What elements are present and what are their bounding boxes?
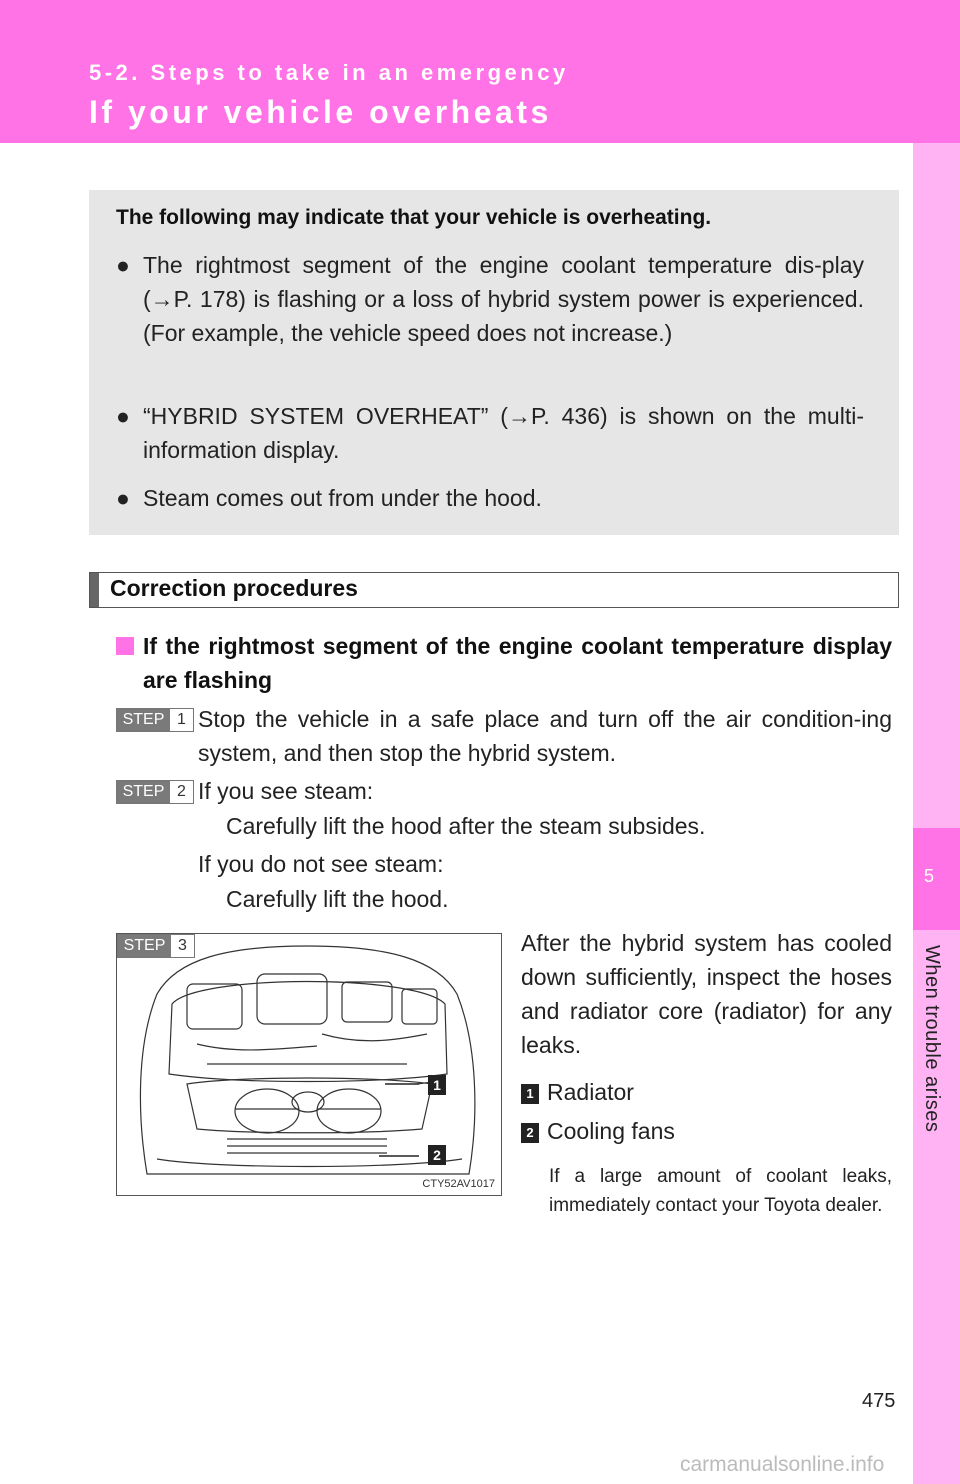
legend-radiator: 1 Radiator — [521, 1079, 634, 1106]
step-badge-2: STEP 2 — [116, 780, 194, 804]
side-tab-label: When trouble arises — [921, 945, 943, 1133]
step2-line-3: If you do not see steam: — [198, 851, 444, 877]
step-badge-1: STEP 1 — [116, 708, 194, 732]
step3-text: After the hybrid system has cooled down sufficiently, inspect the hoses and radiator core (radiator) for any leaks. — [521, 930, 892, 1058]
bullet-dot-icon: ● — [116, 485, 130, 511]
subheading: If the rightmost segment of the engine coolant temperature display are flashing — [116, 629, 892, 697]
correction-heading: Correction procedures — [110, 575, 358, 601]
callout-1: 1 — [428, 1075, 446, 1095]
page-title: If your vehicle overheats — [89, 94, 552, 130]
side-tab-chapter-number: 5 — [923, 866, 934, 886]
info-box-title: The following may indicate that your vehicle is overheating. — [116, 206, 712, 229]
info-bullet-1: ● The rightmost segment of the engine coolant temperature dis-play (→P. 178) is flashing or a loss of hybrid system power is experienced. (For example, the vehicle speed does not increase.) — [116, 248, 864, 350]
info-bullet-2: ● “HYBRID SYSTEM OVERHEAT” (→P. 436) is shown on the multi-information display. — [116, 399, 864, 467]
heading-accent — [90, 573, 99, 607]
bullet-dot-icon: ● — [116, 252, 130, 278]
side-tab — [913, 143, 960, 1484]
callout-2: 2 — [428, 1145, 446, 1165]
leak-note: If a large amount of coolant leaks, immediately contact your Toyota dealer. — [549, 1166, 892, 1216]
engine-bay-figure — [116, 933, 502, 1196]
watermark: carmanualsonline.info — [680, 1453, 885, 1476]
legend-cooling-fans: 2 Cooling fans — [521, 1118, 675, 1145]
bullet-dot-icon: ● — [116, 403, 130, 429]
step1-text: Stop the vehicle in a safe place and turn off the air condition-ing system, and then stop the hybrid system. — [198, 706, 892, 766]
step2-line-1: If you see steam: — [198, 778, 374, 804]
correction-heading-bar — [89, 572, 899, 608]
info-bullet-3: ● Steam comes out from under the hood. — [116, 481, 864, 515]
page-number: 475 — [862, 1390, 896, 1412]
step2-line-2: Carefully lift the hood after the steam subsides. — [226, 813, 706, 839]
section-label: 5-2. Steps to take in an emergency — [89, 60, 569, 85]
step-badge-3: STEP 3 — [117, 934, 195, 958]
figure-code: CTY52AV1017 — [422, 1178, 495, 1190]
step2-line-4: Carefully lift the hood. — [226, 886, 449, 912]
square-bullet-icon — [116, 637, 134, 655]
